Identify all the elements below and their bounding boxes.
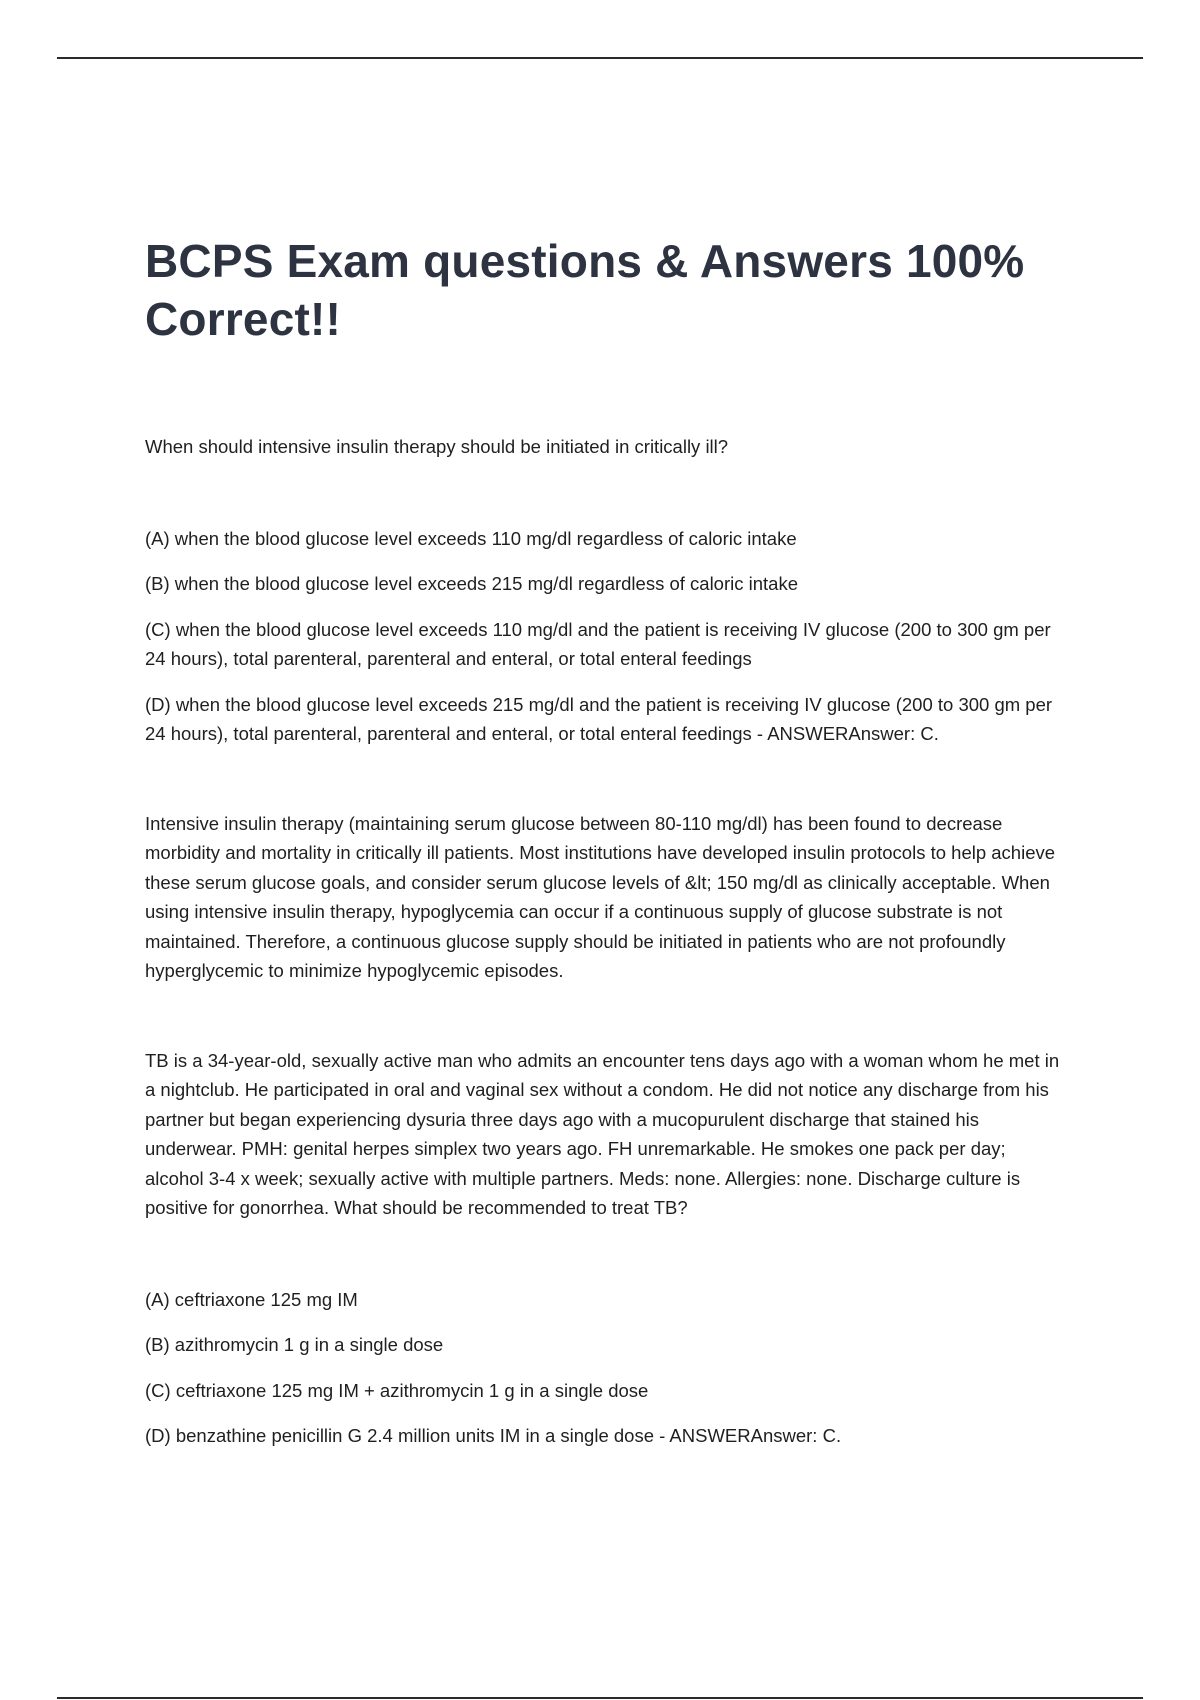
document-title: BCPS Exam questions & Answers 100% Correct!!	[145, 235, 1025, 345]
question-2-stem: TB is a 34-year-old, sexually active man who admits an encounter tens days ago with a woman whom he met in a nightclub. He participated in oral and vaginal sex without a condom. He did not notice any discharge from his partner but began experiencing dysuria three days ago with a mucopurulent discharge that stained his underwear. PMH: genital herpes simplex two years ago. FH unremarkable. He smokes one pack per day; alcohol 3-4 x week; sexually active with multiple partners. Meds: none. Allergies: none. Discharge culture is positive for gonorrhea. What should be recommended to treat TB?	[145, 1049, 1060, 1218]
question-2-option-d: (D) benzathine penicillin G 2.4 million units IM in a single dose - ANSWERAnswer: C.	[145, 1425, 842, 1446]
question-1-option-c: (C) when the blood glucose level exceeds 110 mg/dl and the patient is receiving IV glucose (200 to 300 gm per 24 hours), total parenteral, parenteral and enteral, or total enteral feedings	[145, 618, 1051, 669]
question-1-stem: When should intensive insulin therapy should be initiated in critically ill?	[145, 436, 729, 457]
question-1-option-b: (B) when the blood glucose level exceeds 215 mg/dl regardless of caloric intake	[145, 573, 799, 594]
question-2-option-a: (A) ceftriaxone 125 mg IM	[145, 1288, 358, 1310]
question-2-option-c: (C) ceftriaxone 125 mg IM + azithromycin 1 g in a single dose	[145, 1379, 649, 1401]
question-1-explanation: Intensive insulin therapy (maintaining serum glucose between 80-110 mg/dl) has been found to decrease morbidity and mortality in critically ill patients. Most institutions have developed insulin protocols to help achieve these serum glucose goals, and consider serum glucose levels of &lt; 150 mg/dl as clinically acceptable. When using intensive insulin therapy, hypoglycemia can occur if a continuous supply of glucose substrate is not maintained. Therefore, a continuous glucose supply should be initiated in patients who are not profoundly hyperglycemic to minimize hypoglycemic episodes.	[145, 812, 1056, 981]
question-1-option-a: (A) when the blood glucose level exceeds 110 mg/dl regardless of caloric intake	[145, 527, 797, 549]
question-2-option-b: (B) azithromycin 1 g in a single dose	[145, 1334, 444, 1355]
top-rule	[57, 57, 1143, 59]
question-1-option-d: (D) when the blood glucose level exceeds 215 mg/dl and the patient is receiving IV glucose (200 to 300 gm per 24 hours), total parenteral, parenteral and enteral, or total enteral feedings - ANSWERAnswer: C.	[145, 693, 1053, 744]
document-body	[145, 232, 1065, 1451]
bottom-rule	[57, 1697, 1143, 1699]
